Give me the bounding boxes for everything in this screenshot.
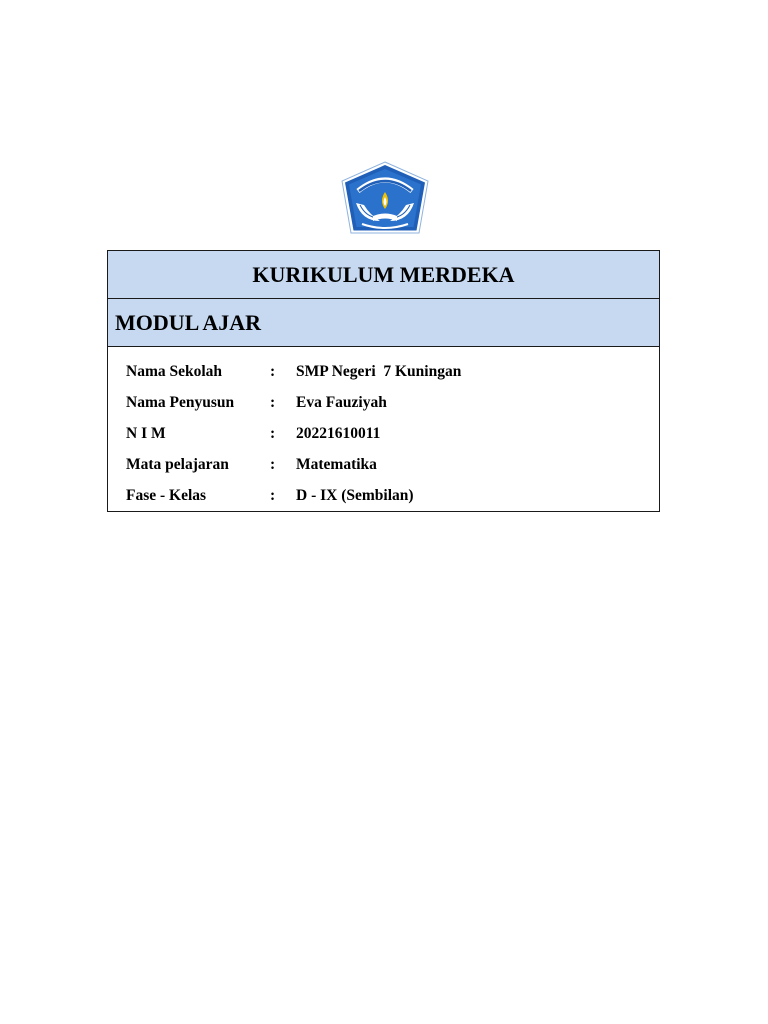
info-label: N I M [126, 424, 166, 442]
emblem-icon [340, 161, 430, 239]
info-row-school [108, 356, 659, 387]
info-row-nim [108, 418, 659, 449]
module-card [107, 250, 660, 512]
info-row-phase-class [108, 480, 659, 511]
info-value: Eva Fauziyah [296, 393, 387, 411]
info-separator: : [270, 455, 276, 473]
info-separator: : [270, 362, 276, 380]
info-value: D - IX (Sembilan) [296, 486, 414, 504]
tut-wuri-handayani-logo [340, 161, 430, 239]
info-label: Nama Sekolah [126, 362, 223, 380]
info-value: 20221610011 [296, 424, 381, 442]
info-label: Nama Penyusun [126, 393, 235, 411]
info-row-author [108, 387, 659, 418]
info-value: SMP Negeri 7 Kuningan [296, 362, 462, 380]
info-value: Matematika [296, 455, 377, 473]
info-label: Mata pelajaran [126, 455, 229, 473]
info-separator: : [270, 486, 276, 504]
info-table [108, 347, 659, 511]
info-row-subject [108, 449, 659, 480]
info-separator: : [270, 393, 276, 411]
curriculum-title: KURIKULUM MERDEKA [108, 251, 659, 299]
module-subtitle: MODUL AJAR [108, 299, 659, 347]
info-label: Fase - Kelas [126, 486, 207, 504]
info-separator: : [270, 424, 276, 442]
